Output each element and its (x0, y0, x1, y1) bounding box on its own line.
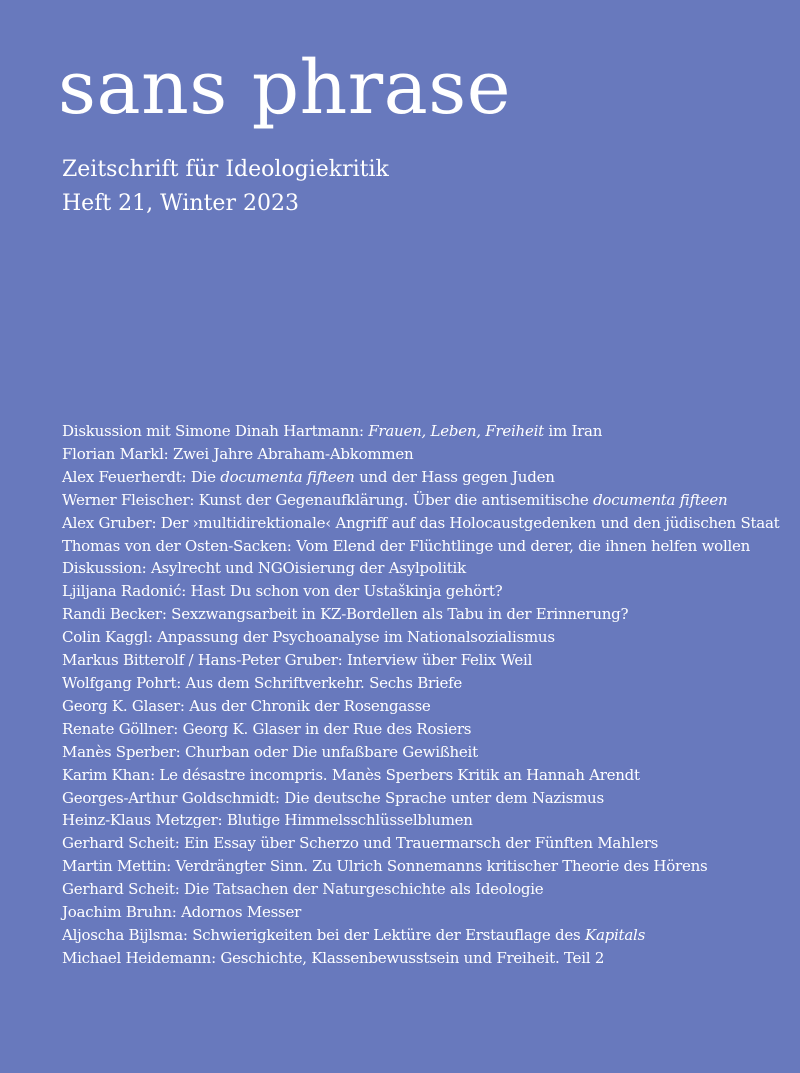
toc-entry (62, 787, 779, 810)
toc-entry (62, 603, 779, 626)
toc-entry-text: Renate Göllner: Georg K. Glaser in der Rue des Rosiers (62, 719, 472, 738)
toc-entry (62, 512, 779, 535)
toc-entry (62, 741, 779, 764)
table-of-contents (62, 420, 779, 970)
toc-entry-text: Michael Heidemann: Geschichte, Klassenbewusstsein und Freiheit. Teil 2 (62, 948, 605, 967)
toc-entry-text: Joachim Bruhn: Adornos Messer (62, 903, 302, 922)
issue-label: Heft 21, Winter 2023 (62, 191, 299, 216)
toc-entry-italic-title: documenta fifteen (220, 467, 355, 486)
toc-entry-text: Heinz-Klaus Metzger: Blutige Himmelsschlüsselblumen (62, 811, 473, 830)
toc-entry-text: Karim Khan: Le désastre incompris. Manès Sperbers Kritik an Hannah Arendt (62, 765, 640, 784)
toc-entry-text: Alex Gruber: Der ›multidirektionale‹ Angriff auf das Holocaustgedenken und den jüdischen Staat (62, 513, 780, 532)
toc-entry-text: Wolfgang Pohrt: Aus dem Schriftverkehr. Sechs Briefe (62, 673, 463, 692)
toc-entry-italic-title: Kapitals (585, 925, 646, 944)
toc-entry (62, 420, 779, 443)
toc-entry-text: Gerhard Scheit: Die Tatsachen der Naturgeschichte als Ideologie (62, 880, 544, 899)
toc-entry (62, 672, 779, 695)
toc-entry-text: Alex Feuerherdt: Die (62, 467, 221, 486)
toc-entry-text: Florian Markl: Zwei Jahre Abraham-Abkommen (62, 444, 414, 463)
toc-entry (62, 878, 779, 901)
toc-entry (62, 855, 779, 878)
toc-entry (62, 809, 779, 832)
toc-entry (62, 901, 779, 924)
toc-entry (62, 489, 779, 512)
toc-entry-italic-title: Frauen, Leben, Freiheit (368, 422, 544, 440)
toc-entry (62, 626, 779, 649)
toc-entry (62, 947, 779, 970)
toc-entry (62, 580, 779, 603)
toc-entry (62, 649, 779, 672)
toc-entry (62, 535, 779, 558)
toc-entry (62, 695, 779, 718)
toc-entry (62, 557, 779, 580)
toc-entry-text: Georges-Arthur Goldschmidt: Die deutsche Sprache unter dem Nazismus (62, 788, 604, 807)
toc-entry (62, 764, 779, 787)
toc-entry (62, 718, 779, 741)
toc-entry-text: Diskussion: Asylrecht und NGOisierung der Asylpolitik (62, 559, 466, 578)
toc-entry (62, 924, 779, 947)
toc-entry-text-end: im Iran (543, 422, 603, 440)
toc-entry-text: Manès Sperber: Churban oder Die unfaßbare Gewißheit (62, 742, 478, 761)
toc-entry-text: Georg K. Glaser: Aus der Chronik der Rosengasse (62, 696, 431, 715)
toc-entry-text: Markus Bitterolf / Hans-Peter Gruber: Interview über Felix Weil (62, 651, 533, 670)
toc-entry-text: Diskussion mit Simone Dinah Hartmann: (62, 422, 369, 440)
toc-entry-text: Martin Mettin: Verdrängter Sinn. Zu Ulrich Sonnemanns kritischer Theorie des Hörens (62, 857, 708, 876)
toc-entry-text: Randi Becker: Sexzwangsarbeit in KZ-Bordellen als Tabu in der Erinnerung? (62, 605, 629, 624)
toc-entry (62, 832, 779, 855)
journal-title: sans phrase (58, 45, 512, 131)
toc-entry-text-end: und der Hass gegen Juden (354, 467, 555, 486)
toc-entry-italic-title: documenta fifteen (593, 490, 728, 509)
toc-entry-text: Werner Fleischer: Kunst der Gegenaufklärung. Über die antisemitische (62, 490, 594, 509)
toc-entry-text: Ljiljana Radonić: Hast Du schon von der Ustaškinja gehört? (62, 582, 503, 601)
toc-entry-text: Colin Kaggl: Anpassung der Psychoanalyse im Nationalsozialismus (62, 628, 555, 647)
toc-entry-text: Aljoscha Bijlsma: Schwierigkeiten bei der Lektüre der Erstauflage des (62, 925, 585, 944)
toc-entry-text: Gerhard Scheit: Ein Essay über Scherzo und Trauermarsch der Fünften Mahlers (62, 834, 659, 853)
toc-entry (62, 466, 779, 489)
journal-subtitle: Zeitschrift für Ideologiekritik (62, 157, 389, 182)
toc-entry-text: Thomas von der Osten-Sacken: Vom Elend der Flüchtlinge und derer, die ihnen helfen wollen (62, 536, 751, 555)
toc-entry (62, 443, 779, 466)
